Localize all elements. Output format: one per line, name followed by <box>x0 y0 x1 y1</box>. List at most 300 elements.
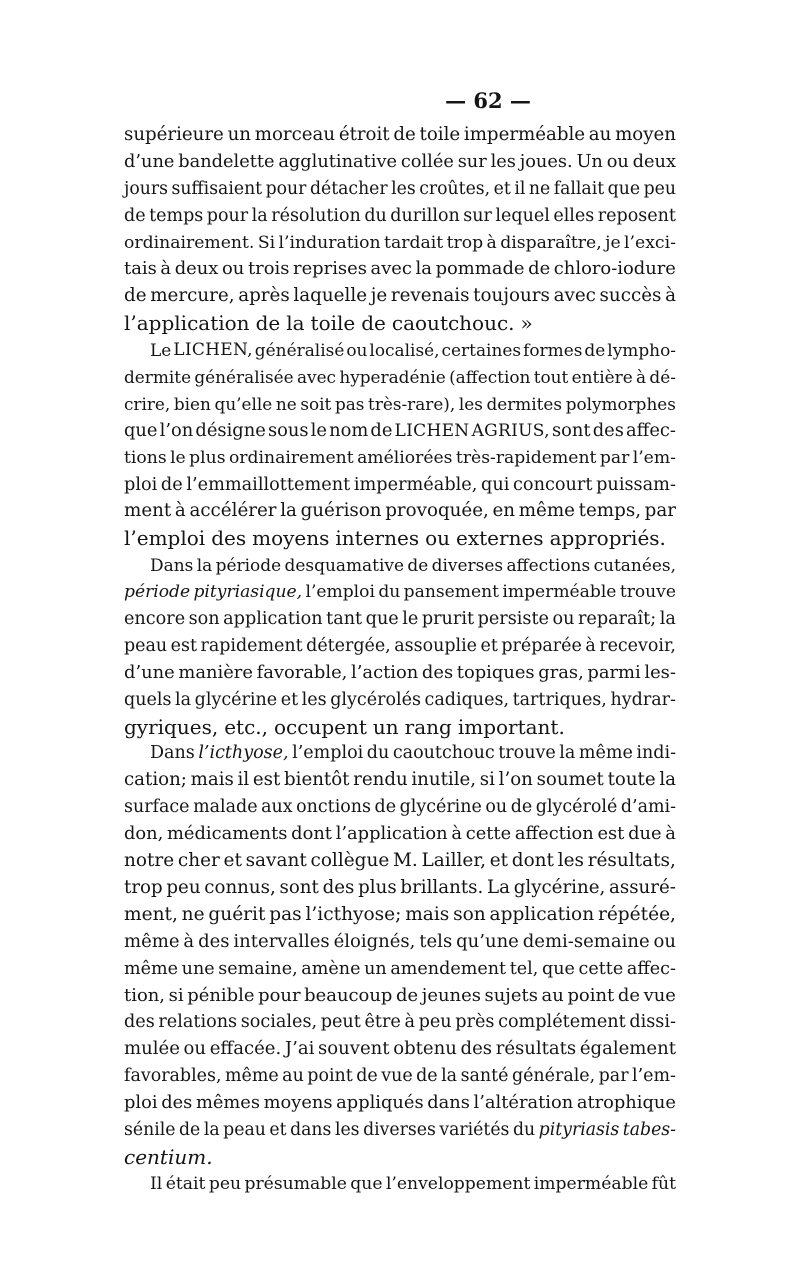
word: (affection <box>449 367 531 388</box>
word: certaines <box>441 340 522 361</box>
word: suffisaient <box>171 178 263 199</box>
text-line <box>124 606 676 633</box>
word: occupent <box>274 714 367 739</box>
word: assouplie <box>394 635 477 656</box>
word: jours <box>124 178 168 199</box>
word: semaine, <box>218 958 298 979</box>
word: si <box>479 769 495 791</box>
word: son <box>453 903 486 925</box>
word: temps <box>149 205 204 226</box>
text-line <box>124 714 676 741</box>
word: résultats, <box>587 850 676 872</box>
word: guérison <box>300 500 382 522</box>
word: à <box>665 285 676 307</box>
word: l’enveloppement <box>385 1173 531 1194</box>
word: diverses <box>431 555 504 576</box>
word: généralisée <box>194 367 294 388</box>
word: un <box>372 714 399 739</box>
word: à <box>451 823 462 845</box>
word: tardait <box>384 232 444 253</box>
word: demi-semaine <box>522 930 650 952</box>
word: l’emploi <box>124 526 206 551</box>
word: elles <box>553 205 595 226</box>
word: les- <box>644 661 676 683</box>
word: du <box>512 1119 536 1140</box>
word: malade <box>193 797 258 818</box>
word: glycérine, <box>513 876 606 898</box>
word: supérieure <box>124 124 224 145</box>
word: dans <box>427 1092 470 1114</box>
word: par <box>644 500 676 522</box>
word: de <box>374 797 397 818</box>
word: améliorées <box>357 447 453 468</box>
word: affec- <box>626 958 676 979</box>
word: plus <box>358 876 397 898</box>
word: beaucoup <box>304 984 393 1006</box>
word: l’em- <box>632 1066 676 1087</box>
word: est <box>252 769 281 791</box>
word: dissi- <box>629 1012 676 1033</box>
text-line <box>124 472 676 499</box>
word: répétée, <box>597 903 676 925</box>
word: imperméable, <box>353 474 478 495</box>
word: cette <box>465 823 512 845</box>
word: que <box>607 178 641 199</box>
word: glycérine <box>399 797 482 818</box>
word: sur <box>463 205 492 226</box>
word: brillants. <box>400 876 484 898</box>
text-line <box>124 1117 676 1144</box>
word: les <box>334 1119 360 1140</box>
word: etc., <box>224 714 268 739</box>
word: tabes- <box>622 1119 676 1140</box>
word: affection <box>514 823 594 845</box>
word: sont <box>279 876 319 898</box>
word: et <box>480 635 498 656</box>
word: est <box>170 635 197 656</box>
word: la <box>203 1119 220 1140</box>
word: fallait <box>553 178 605 199</box>
text-line <box>124 848 676 875</box>
word: Dans <box>150 555 194 576</box>
word: l’altération <box>473 1092 574 1114</box>
word: d’ami- <box>620 797 676 818</box>
word: généralisé <box>254 340 345 361</box>
word: indi- <box>636 743 676 764</box>
word: connus, <box>204 876 276 898</box>
word: résolution <box>271 205 361 226</box>
word: nom <box>329 419 369 441</box>
word: tartriques, <box>512 689 607 710</box>
word: la <box>659 769 676 791</box>
word: favorables, <box>124 1066 222 1087</box>
word: deux <box>174 258 219 280</box>
word: médicaments <box>167 823 288 845</box>
text-line <box>124 902 676 929</box>
word: bandelette <box>178 151 275 172</box>
word: trop <box>446 232 484 253</box>
word: deux <box>632 151 676 172</box>
word: à <box>160 258 172 280</box>
word: Lailler, <box>421 850 486 872</box>
word: bientôt <box>284 769 350 791</box>
word: période <box>124 582 191 603</box>
word: accélérer <box>189 500 277 522</box>
word: glycérine <box>194 689 278 710</box>
word: ment, <box>124 903 178 925</box>
word: souvent <box>318 1038 390 1060</box>
word: la <box>659 609 676 630</box>
text-line <box>124 230 676 257</box>
word: pityriasique, <box>193 582 303 603</box>
word: manière <box>178 661 253 683</box>
word: important. <box>457 714 565 739</box>
word: variétés <box>439 1119 510 1140</box>
word: AGRIUS, <box>471 420 550 441</box>
word: de <box>361 311 386 336</box>
text-line <box>124 875 676 902</box>
word: la <box>415 258 432 280</box>
word: également <box>579 1038 676 1060</box>
word: de <box>407 555 429 576</box>
word: rapidement <box>200 635 303 656</box>
word: tel, <box>509 958 539 979</box>
word: appropriés. <box>549 526 666 551</box>
word: le <box>310 419 327 441</box>
word: cette <box>578 958 624 979</box>
word: polymorphes <box>565 393 676 414</box>
word: chloro-iodure <box>553 258 676 280</box>
text-line <box>124 956 676 983</box>
word: l’exci- <box>624 232 676 253</box>
word: était <box>165 1173 206 1194</box>
word: les <box>458 393 483 414</box>
text-line <box>124 983 676 1010</box>
word: du <box>378 582 401 603</box>
word: ordinairement <box>228 447 354 468</box>
word: moyen <box>615 124 676 145</box>
word: tions <box>124 447 167 468</box>
word: trop <box>124 876 163 898</box>
word: point <box>307 1066 353 1087</box>
word: affections <box>506 555 591 576</box>
word: aux <box>261 797 293 818</box>
word: Si <box>257 232 276 253</box>
text-line <box>124 310 676 337</box>
text-line <box>124 445 676 472</box>
word: relations <box>158 1012 238 1033</box>
word: pommade <box>435 258 525 280</box>
word: toute <box>607 769 656 791</box>
word: à <box>174 500 186 522</box>
word: et <box>280 689 299 710</box>
word: ne <box>275 393 297 414</box>
word: quels <box>124 689 172 710</box>
word: dermites <box>486 393 563 414</box>
word: après <box>238 285 290 307</box>
text-line <box>124 203 676 230</box>
word: préparée <box>501 635 582 656</box>
word: l’application <box>335 823 448 845</box>
word: de <box>528 258 551 280</box>
word: reprises <box>293 258 367 280</box>
word: prurit <box>421 609 475 630</box>
word: Un <box>576 151 603 172</box>
word: formes <box>523 340 583 361</box>
word: moyens <box>252 526 330 551</box>
word: l’emploi <box>305 582 375 603</box>
text-line <box>124 149 676 176</box>
word: recevoir, <box>599 635 676 656</box>
word: diverses <box>363 1119 436 1140</box>
page-number <box>0 88 800 113</box>
word: l’emploi <box>292 743 364 764</box>
word: la <box>280 500 297 522</box>
word: peu <box>418 1012 452 1033</box>
word: notre <box>124 850 175 872</box>
word: d’une <box>124 151 175 172</box>
word: il <box>237 769 250 791</box>
word: concourt <box>513 474 593 495</box>
word: trois <box>247 258 290 280</box>
word: vue <box>643 984 676 1006</box>
word: ne <box>528 178 551 199</box>
word: à <box>585 635 596 656</box>
word: moyens <box>263 1092 333 1114</box>
word: temps, <box>578 500 641 522</box>
word: LICHEN, <box>173 340 253 361</box>
word: mais <box>405 903 450 925</box>
word: de <box>124 285 147 307</box>
word: est <box>597 823 625 845</box>
word: une <box>181 958 215 979</box>
word: des <box>211 526 247 551</box>
word: de <box>160 474 183 495</box>
word: peu <box>643 178 676 199</box>
word: J’ai <box>284 1038 315 1060</box>
word: pour <box>258 984 301 1006</box>
word: de <box>416 1066 438 1087</box>
word: dermite <box>124 367 192 388</box>
word: à <box>404 1012 415 1033</box>
text-line <box>124 552 676 579</box>
word: ou <box>606 151 629 172</box>
word: ou <box>425 526 451 551</box>
body-text <box>124 122 676 1198</box>
word: sur <box>457 151 487 172</box>
text-line <box>124 579 676 606</box>
text-line <box>124 176 676 203</box>
text-line <box>124 256 676 283</box>
word: mêmes <box>195 1092 260 1114</box>
word: persiste <box>477 609 549 630</box>
word: M. <box>392 850 418 872</box>
text-line <box>124 1063 676 1090</box>
word: résultats <box>495 1038 577 1060</box>
word: rang <box>404 714 452 739</box>
word: je <box>605 232 621 253</box>
word: pénible <box>187 984 255 1006</box>
word: et <box>489 850 509 872</box>
word: surface <box>124 797 190 818</box>
word: au <box>282 1066 304 1087</box>
word: peau <box>223 1119 266 1140</box>
word: Il <box>150 1173 163 1194</box>
word: générale, <box>511 1066 596 1087</box>
word: dont <box>291 823 332 845</box>
word: localisé, <box>369 340 440 361</box>
word: du <box>366 743 390 764</box>
word: favorable, <box>256 661 348 683</box>
word: peu <box>208 1173 242 1194</box>
word: l’emmaillottement <box>186 474 351 495</box>
word: gras, <box>538 661 584 683</box>
word: par <box>598 1066 629 1087</box>
word: ou <box>552 609 575 630</box>
word: que <box>124 419 158 441</box>
word: encore <box>124 609 186 630</box>
word: Le <box>150 340 172 361</box>
text-line <box>124 687 676 714</box>
word: des <box>161 1092 193 1114</box>
word: ou <box>183 1038 207 1060</box>
word: période <box>215 555 282 576</box>
word: près <box>455 1012 495 1033</box>
text-line <box>124 391 676 418</box>
word: un <box>364 958 387 979</box>
word: même <box>518 500 575 522</box>
word: pas <box>334 393 365 414</box>
word: LICHEN <box>394 420 470 441</box>
word: reparaît; <box>577 609 657 630</box>
word: tels <box>419 930 453 952</box>
word: toile <box>419 124 461 145</box>
word: caoutchouc <box>392 743 495 764</box>
word: intervalles <box>233 930 330 952</box>
word: les <box>490 151 516 172</box>
text-line <box>124 1090 676 1117</box>
word: même <box>124 930 180 952</box>
word: et <box>269 1119 287 1140</box>
word: que <box>542 958 575 979</box>
word: à <box>183 930 195 952</box>
word: éloignés, <box>333 930 416 952</box>
word: et <box>223 850 242 872</box>
word: ploi <box>124 1092 158 1114</box>
word: son <box>188 609 220 630</box>
word: effacée. <box>209 1038 282 1060</box>
word: fût <box>651 1173 676 1194</box>
word: tion, <box>124 984 165 1006</box>
text-line <box>124 1171 676 1198</box>
word: des <box>198 930 230 952</box>
word: don, <box>124 823 164 845</box>
text-line <box>124 364 676 391</box>
text-line <box>124 1144 676 1171</box>
text-line <box>124 767 676 794</box>
word: l’application <box>124 311 250 336</box>
word: qu’elle <box>214 393 273 414</box>
word: ou <box>653 930 676 952</box>
word: avec <box>370 258 412 280</box>
page-number-text: — 62 — <box>445 88 531 113</box>
word: durillon <box>390 205 460 226</box>
word: entière <box>571 367 633 388</box>
word: l’on <box>498 769 533 791</box>
word: à <box>665 823 676 845</box>
word: mais <box>190 769 234 791</box>
word: assuré- <box>609 876 676 898</box>
word: joues. <box>519 151 573 172</box>
word: toile <box>310 311 356 336</box>
word: glycérolés <box>330 689 421 710</box>
word: je <box>370 285 388 307</box>
word: mulée <box>124 1038 180 1060</box>
word: inutile, <box>411 769 477 791</box>
word: amendement <box>390 958 507 979</box>
word: sous <box>267 419 309 441</box>
word: il <box>514 178 526 199</box>
word: savant <box>245 850 307 872</box>
word: des <box>322 876 355 898</box>
word: de <box>393 124 416 145</box>
word: en <box>492 500 516 522</box>
word: complétement <box>498 1012 626 1033</box>
word: toujours <box>473 285 550 307</box>
word: ordinairement. <box>124 232 255 253</box>
word: bien <box>173 393 211 414</box>
word: au <box>588 124 612 145</box>
word: l’icthyose; <box>305 903 402 925</box>
word: avec <box>296 367 337 388</box>
word: peut <box>320 1012 361 1033</box>
word: que <box>365 609 399 630</box>
word: externes <box>456 526 544 551</box>
word: des <box>421 661 454 683</box>
text-line <box>124 633 676 660</box>
word: reposent <box>597 205 676 226</box>
word: pas <box>269 903 302 925</box>
word: pour <box>206 205 249 226</box>
word: hydrar- <box>610 689 676 710</box>
word: un <box>227 124 251 145</box>
word: croûtes, <box>419 178 491 199</box>
word: dé- <box>649 367 676 388</box>
word: ou <box>346 340 368 361</box>
word: la <box>441 1066 458 1087</box>
word: qui <box>481 474 510 495</box>
word: revenais <box>390 285 470 307</box>
word: de <box>370 419 393 441</box>
text-line <box>124 498 676 525</box>
word: application <box>489 903 595 925</box>
word: guérit <box>208 903 266 925</box>
word: peu <box>166 876 201 898</box>
word: collègue <box>310 850 390 872</box>
text-line <box>124 740 676 767</box>
word: des <box>124 1012 155 1033</box>
word: agglutinative <box>278 151 398 172</box>
word: être <box>364 1012 401 1033</box>
word: pityriasis <box>538 1119 620 1140</box>
word: l’icthyose, <box>198 743 289 764</box>
word: détergée, <box>306 635 391 656</box>
word: tais <box>124 258 157 280</box>
word: à <box>636 367 647 388</box>
word: sociales, <box>240 1012 318 1033</box>
word: ne <box>181 903 205 925</box>
word: de <box>124 205 146 226</box>
